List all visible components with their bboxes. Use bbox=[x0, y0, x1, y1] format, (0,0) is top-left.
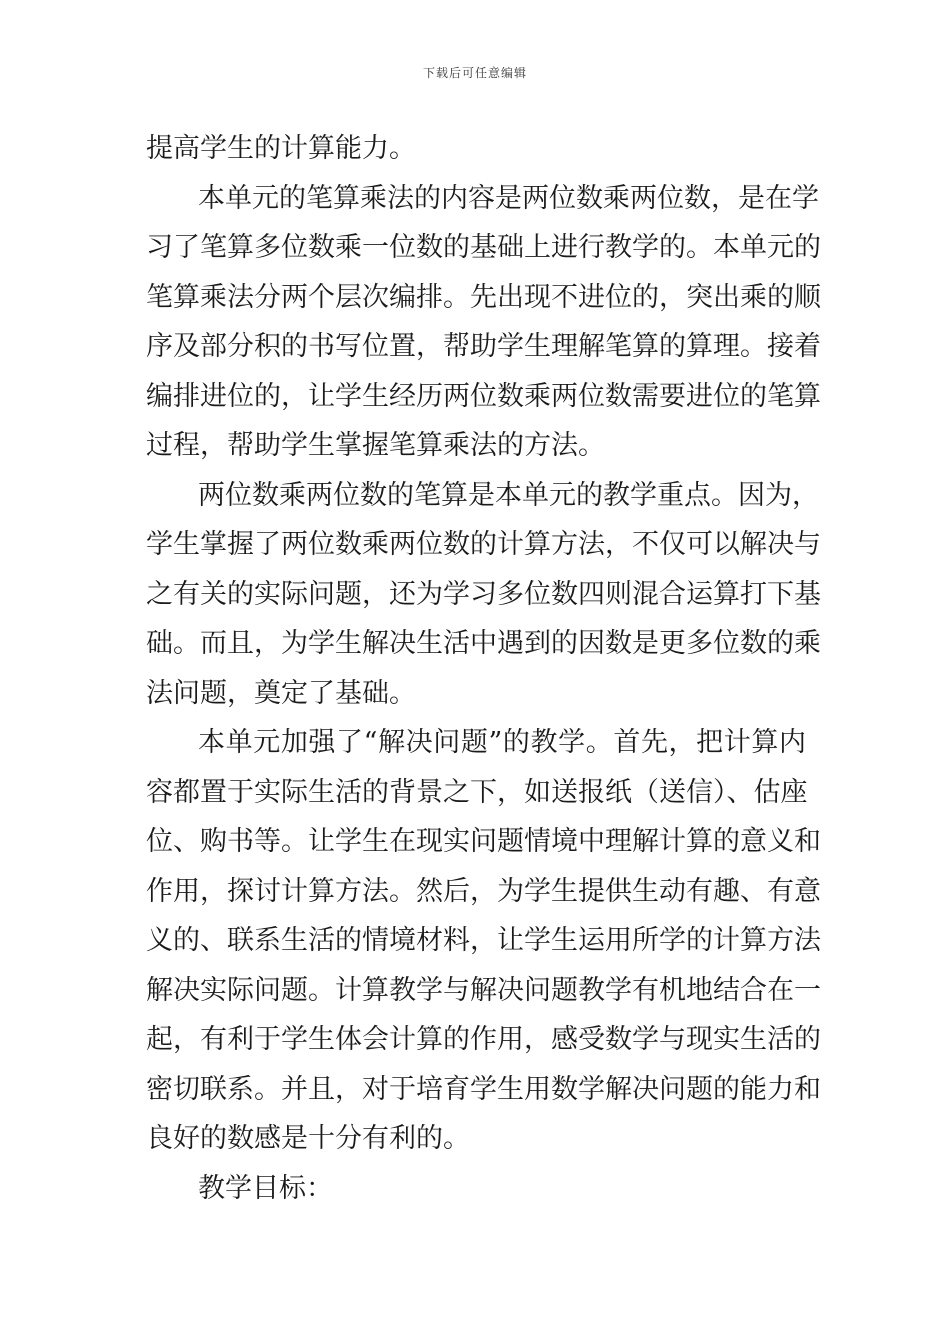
text-line: 过程，帮助学生掌握笔算乘法的方法。 bbox=[146, 430, 605, 461]
text-line: 序及部分积的书写位置，帮助学生理解笔算的算理。接着 bbox=[146, 331, 821, 362]
text-line: 密切联系。并且，对于培育学生用数学解决问题的能力和 bbox=[146, 1073, 821, 1105]
text-line: 之有关的实际问题，还为学习多位数四则混合运算打下基 bbox=[146, 578, 821, 610]
text-line: 学生掌握了两位数乘两位数的计算方法，不仅可以解决与 bbox=[146, 529, 821, 560]
text-line: 本单元的笔算乘法的内容是两位数乘两位数，是在学 bbox=[198, 182, 819, 214]
text-line: 教学目标： bbox=[198, 1172, 333, 1204]
text-line: 两位数乘两位数的笔算是本单元的教学重点。因为， bbox=[198, 479, 819, 511]
text-line: 编排进位的，让学生经历两位数乘两位数需要进位的笔算 bbox=[146, 380, 821, 412]
text-line: 习了笔算多位数乘一位数的基础上进行教学的。本单元的 bbox=[146, 232, 821, 263]
text-line: 本单元加强了“解决问题”的教学。首先，把计算内 bbox=[198, 727, 806, 758]
text-line: 解决实际问题。计算教学与解决问题教学有机地结合在一 bbox=[146, 974, 821, 1006]
text-line: 良好的数感是十分有利的。 bbox=[146, 1123, 470, 1154]
text-line: 义的、联系生活的情境材料，让学生运用所学的计算方法 bbox=[146, 925, 821, 956]
page-header: 下载后可任意编辑 bbox=[422, 66, 527, 80]
text-line: 础。而且，为学生解决生活中遇到的因数是更多位数的乘 bbox=[146, 628, 821, 659]
text-line: 提高学生的计算能力。 bbox=[146, 133, 416, 164]
text-line: 起，有利于学生体会计算的作用，感受数学与现实生活的 bbox=[146, 1024, 821, 1055]
text-line: 作用，探讨计算方法。然后，为学生提供生动有趣、有意 bbox=[146, 875, 821, 907]
text-line: 容都置于实际生活的背景之下，如送报纸（送信）、估座 bbox=[146, 776, 808, 808]
document-body bbox=[146, 124, 821, 1213]
text-line: 笔算乘法分两个层次编排。先出现不进位的，突出乘的顺 bbox=[146, 281, 821, 313]
text-line: 位、购书等。让学生在现实问题情境中理解计算的意义和 bbox=[146, 826, 821, 857]
text-line: 法问题，奠定了基础。 bbox=[146, 677, 416, 709]
